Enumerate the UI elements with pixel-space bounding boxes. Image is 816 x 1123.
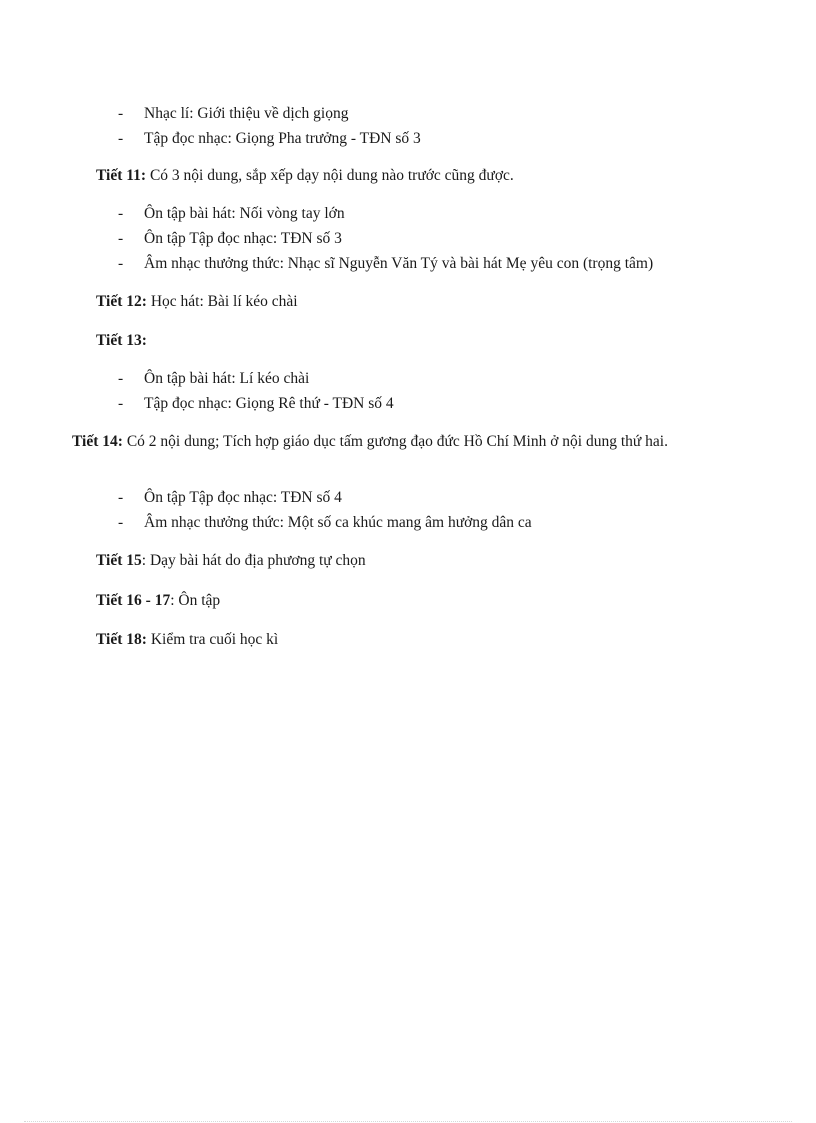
lesson-11-label: Tiết 11: [96, 167, 147, 184]
list-lesson-10 [118, 101, 421, 151]
lesson-13-label: Tiết 13: [96, 332, 147, 349]
list-item-text: Ôn tập bài hát: Nối vòng tay lớn [144, 205, 345, 222]
lesson-15-paragraph [96, 549, 366, 573]
lesson-16-17-text: : Ôn tập [170, 592, 221, 609]
bullet-dash: - [118, 395, 124, 412]
list-item-text: Ôn tập Tập đọc nhạc: TĐN số 4 [144, 489, 342, 506]
list-item [118, 485, 532, 510]
lesson-11-text: Có 3 nội dung, sắp xếp dạy nội dung nào trước cũng được. [146, 167, 514, 184]
lesson-16-17-label: Tiết 16 - 17 [96, 592, 171, 609]
lesson-18-label: Tiết 18: [96, 631, 147, 648]
list-item [118, 251, 653, 276]
lesson-11-paragraph [96, 164, 514, 188]
list-item-text: Ôn tập Tập đọc nhạc: TĐN số 3 [144, 230, 342, 247]
lesson-14-paragraph [72, 432, 722, 452]
bullet-dash: - [118, 514, 124, 531]
list-item-text: Âm nhạc thưởng thức: Nhạc sĩ Nguyễn Văn Tý và bài hát Mẹ yêu con (trọng tâm) [144, 255, 654, 272]
list-item [118, 226, 653, 251]
list-item [118, 126, 421, 151]
list-item-text: Âm nhạc thưởng thức: Một số ca khúc mang âm hưởng dân ca [144, 514, 532, 531]
list-item [118, 510, 532, 535]
list-item-text: Nhạc lí: Giới thiệu về dịch giọng [144, 105, 349, 122]
lesson-12-text: Học hát: Bài lí kéo chài [146, 293, 298, 310]
lesson-12-label: Tiết 12: [96, 293, 147, 310]
lesson-18-text: Kiểm tra cuối học kì [146, 631, 279, 648]
bullet-dash: - [118, 230, 124, 247]
list-item-text: Ôn tập bài hát: Lí kéo chài [144, 370, 310, 387]
bullet-dash: - [118, 489, 124, 506]
bullet-dash: - [118, 255, 124, 272]
list-lesson-13 [118, 366, 394, 416]
lesson-16-17-paragraph [96, 589, 220, 613]
list-item [118, 201, 653, 226]
list-item [118, 391, 394, 416]
list-item-text: Tập đọc nhạc: Giọng Rê thứ - TĐN số 4 [144, 395, 394, 412]
page-bottom-divider [24, 1121, 792, 1122]
lesson-18-paragraph [96, 628, 278, 652]
lesson-13-paragraph [96, 329, 147, 353]
lesson-15-label: Tiết 15 [96, 552, 142, 569]
bullet-dash: - [118, 130, 124, 147]
lesson-15-text: : Dạy bài hát do địa phương tự chọn [141, 552, 366, 569]
bullet-dash: - [118, 370, 124, 387]
bullet-dash: - [118, 205, 124, 222]
list-item [118, 101, 421, 126]
lesson-14-label: Tiết 14: [72, 433, 123, 450]
bullet-dash: - [118, 105, 124, 122]
list-lesson-11 [118, 201, 653, 276]
list-lesson-14 [118, 485, 532, 535]
lesson-14-text: Có 2 nội dung; Tích hợp giáo dục tấm gương đạo đức Hồ Chí Minh ở nội dung thứ hai. [122, 433, 668, 450]
list-item [118, 366, 394, 391]
lesson-12-paragraph [96, 290, 298, 314]
list-item-text: Tập đọc nhạc: Giọng Pha trưởng - TĐN số 3 [144, 130, 421, 147]
